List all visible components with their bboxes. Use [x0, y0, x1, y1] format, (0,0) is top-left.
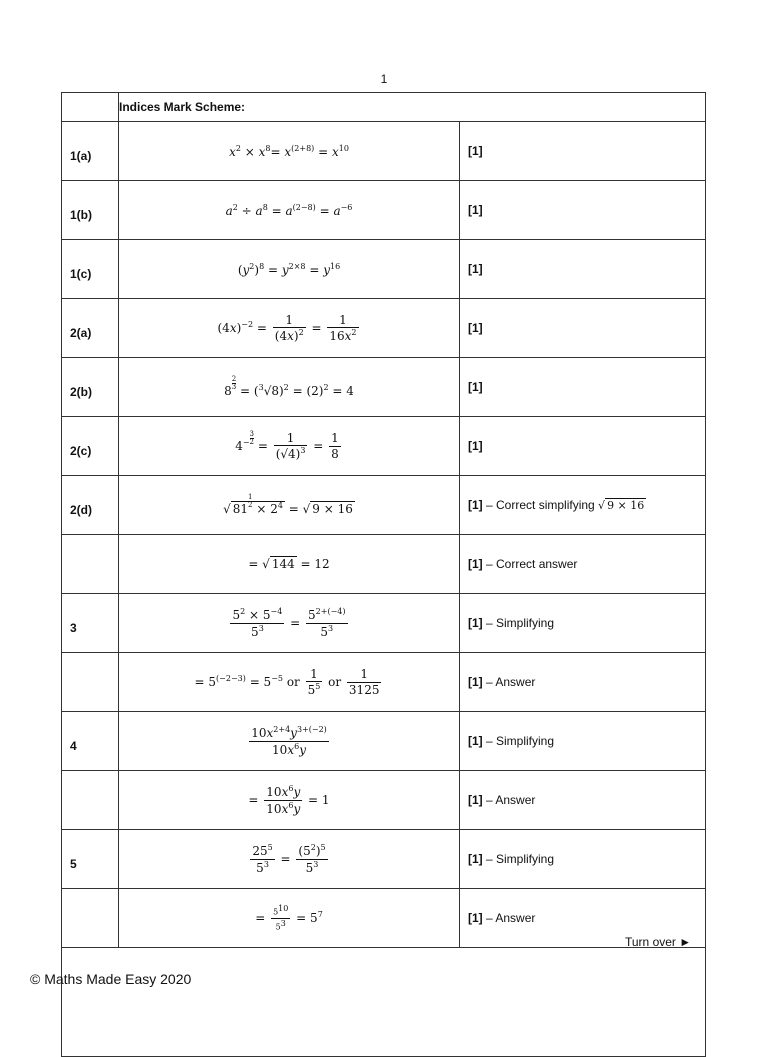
table-row: [62, 653, 706, 712]
mark-cell: [1] – Correct simplifying √ 9 × 16: [460, 476, 706, 535]
table-row: [62, 417, 706, 476]
mark-cell: [460, 712, 706, 771]
working-expression: $(y^2)^8 = y^{2\times 8} = y^{16}$: [119, 240, 460, 299]
table-row: [62, 594, 706, 653]
working-expression: $(4x)^{-2}$ = $\frac{1}{(4x)^2}$ = $\frac{1}{16x^2}$: [119, 299, 460, 358]
mark-note: – Answer: [482, 793, 536, 807]
table-row: [62, 830, 706, 889]
working-expression: $x^2 \times x^8= x^{(2+8)} = x^{10}$: [119, 122, 460, 181]
working-expression: 8 $\frac{2}{3}$ = $(^3√8)^2 = (2)^2 = 4$: [119, 358, 460, 417]
question-number: 1(c): [62, 240, 119, 299]
working-expression: = √ 144 = 12: [119, 535, 460, 594]
question-number: 2(a): [62, 299, 119, 358]
mark-cell: [460, 594, 706, 653]
mark-cell: [460, 653, 706, 712]
question-number: [62, 653, 119, 712]
table-row: [62, 299, 706, 358]
mark-cell: [460, 535, 706, 594]
mark-cell: [460, 240, 706, 299]
question-number: 2(c): [62, 417, 119, 476]
working-expression: √ 81 $\frac{1}{2}$ × $2^4$ = √ 9 × 16: [119, 476, 460, 535]
mark-value: [1]: [468, 439, 483, 453]
mark-value: [1]: [468, 203, 483, 217]
working-expression: $a^2 \div a^8 = a^{(2-8)} = a^{-6}$: [119, 181, 460, 240]
blank-cell: [62, 948, 706, 1057]
mark-value: [1]: [468, 321, 483, 335]
table-row: [62, 476, 706, 535]
working-expression: 4− $\frac{3}{2}$ = $\frac{1}{(√4)^3}$ = $\frac{1}{8}$: [119, 417, 460, 476]
working-expression: $\frac{25^5}{5^3}$ = $\frac{(5^2)^5}{5^3}$: [119, 830, 460, 889]
mark-note: – Simplifying: [482, 734, 555, 748]
page-number: 1: [380, 72, 388, 86]
mark-cell: [460, 771, 706, 830]
mark-cell: [460, 417, 706, 476]
question-number: [62, 771, 119, 830]
table-row: [62, 889, 706, 948]
blank-row: [62, 948, 706, 1057]
mark-cell: [460, 299, 706, 358]
header-blank-cell: [62, 93, 119, 122]
mark-value: [1]: [468, 675, 483, 689]
mark-value: [1]: [468, 793, 483, 807]
question-number: 4: [62, 712, 119, 771]
mark-cell: [460, 830, 706, 889]
mark-value: [1]: [468, 380, 483, 394]
mark-value: [1]: [468, 734, 483, 748]
mark-note: – Simplifying: [482, 616, 555, 630]
mark-value: [1]: [468, 911, 483, 925]
mark-value: [1]: [468, 498, 483, 512]
mark-note: – Simplifying: [482, 852, 555, 866]
mark-note: – Correct answer: [482, 557, 578, 571]
question-number: 2(d): [62, 476, 119, 535]
question-number: 3: [62, 594, 119, 653]
mark-scheme-sheet: [61, 92, 705, 1057]
mark-value: [1]: [468, 557, 483, 571]
mark-value: [1]: [468, 262, 483, 276]
mark-note: – Correct simplifying: [482, 498, 599, 512]
table-row: [62, 240, 706, 299]
question-number: 1(a): [62, 122, 119, 181]
mark-note: – Answer: [482, 911, 536, 925]
table-heading: Indices Mark Scheme:: [119, 93, 706, 122]
mark-value: [1]: [468, 144, 483, 158]
question-number: [62, 535, 119, 594]
table-row: [62, 771, 706, 830]
question-number: [62, 889, 119, 948]
mark-cell: [460, 181, 706, 240]
question-number: 2(b): [62, 358, 119, 417]
working-expression: = $\frac{5^{10}}{5^3}$ = $5^7$: [119, 889, 460, 948]
mark-cell: [460, 122, 706, 181]
turn-over-note: Turn over ►: [625, 935, 692, 949]
question-number: 5: [62, 830, 119, 889]
mark-note: – Answer: [482, 675, 536, 689]
table-row: [62, 712, 706, 771]
table-header-row: [62, 93, 706, 122]
mark-scheme-table: [61, 92, 706, 1057]
mark-value: [1]: [468, 852, 483, 866]
working-expression: = $\frac{10x^6y}{10x^6y}$ = 1: [119, 771, 460, 830]
working-expression: $\frac{10x^{2+4}y^{3+(-2)}}{10x^6y}$: [119, 712, 460, 771]
table-row: [62, 535, 706, 594]
table-row: [62, 122, 706, 181]
working-expression: = $5^{(-2-3)} = 5^{-5}$ or $\frac{1}{5^5}$ or $\frac{1}{3125}$: [119, 653, 460, 712]
table-row: [62, 358, 706, 417]
working-expression: $\frac{5^2 \times 5^{-4}}{5^3}$ = $\frac{5^{2+(-4)}}{5^3}$: [119, 594, 460, 653]
question-number: 1(b): [62, 181, 119, 240]
table-row: [62, 181, 706, 240]
mark-cell: [460, 358, 706, 417]
copyright-footer: © Maths Made Easy 2020: [30, 971, 192, 987]
mark-value: [1]: [468, 616, 483, 630]
